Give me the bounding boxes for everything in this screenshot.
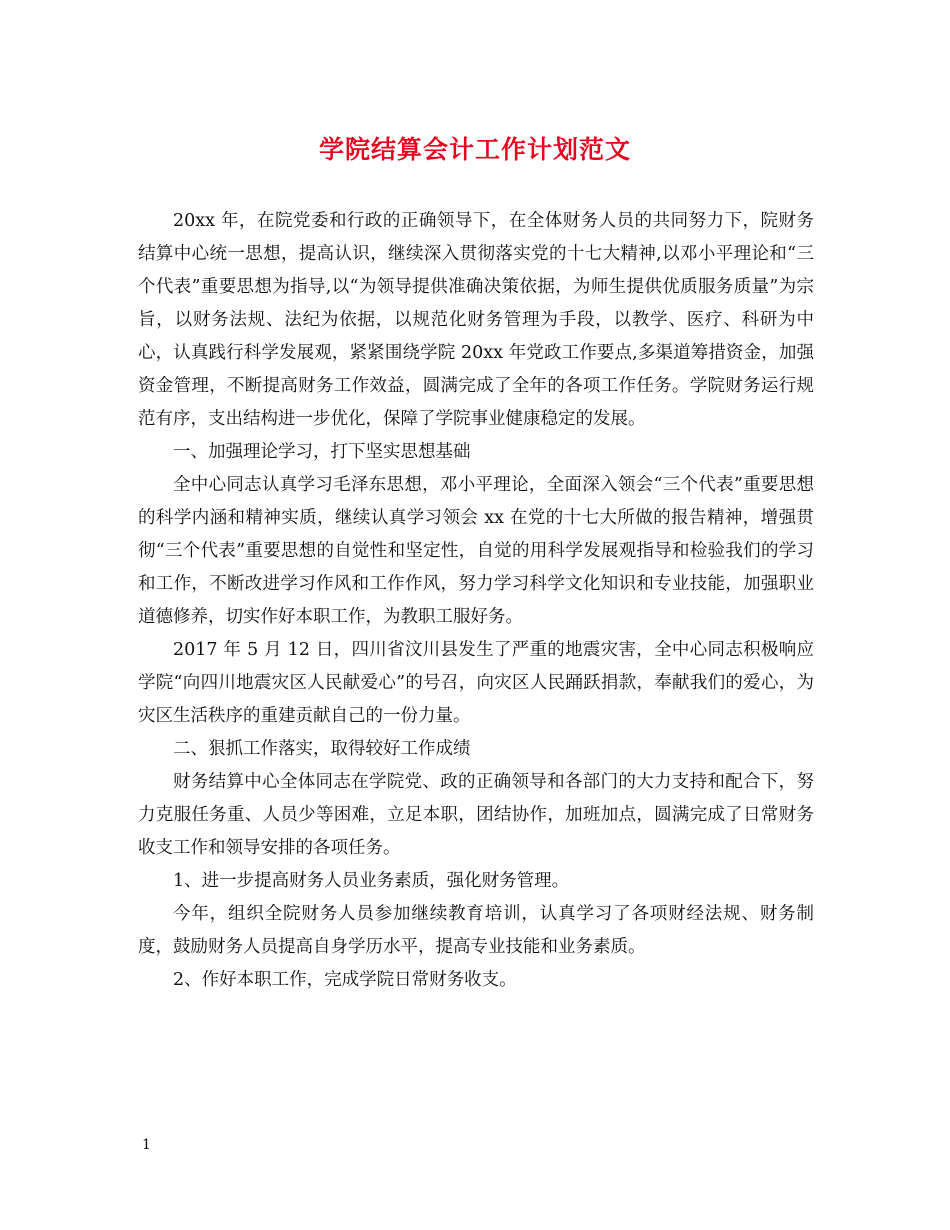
paragraph-intro: 20xx 年，在院党委和行政的正确领导下，在全体财务人员的共同努力下，院财务结算中心统一思想，提高认识，继续深入贯彻落实党的十七大精神,以邓小平理论和“三个代表”重要思想为指导,以“为领导提供准确决策依据，为师生提供优质服务质量”为宗旨，以财务法规、法纪为依据，以规范化财务管理为手段，以教学、医疗、科研为中心，认真践行科学发展观，紧紧围绕学院 20xx 年党政工作要点,多渠道筹措资金，加强资金管理，不断提高财务工作效益，圆满完成了全年的各项工作任务。学院财务运行规范有序，支出结构进一步优化，保障了学院事业健康稳定的发展。: [138, 211, 814, 429]
subheading-1: 1、进一步提高财务人员业务素质，强化财务管理。: [173, 871, 570, 891]
section-heading-1: 一、加强理论学习，打下坚实思想基础: [173, 442, 471, 462]
paragraph-work-results: 财务结算中心全体同志在学院党、政的正确领导和各部门的大力支持和配合下，努力克服任务重、人员少等困难，立足本职，团结协作，加班加点，圆满完成了日常财务收支工作和领导安排的各项任务。: [138, 772, 814, 858]
paragraph-theory-study: 全中心同志认真学习毛泽东思想，邓小平理论，全面深入领会“三个代表”重要思想的科学内涵和精神实质，继续认真学习领会 xx 在党的十七大所做的报告精神，增强贯彻“三个代表”重要思想的自觉性和坚定性，自觉的用科学发展观指导和检验我们的学习和工作，不断改进学习作风和工作作风，努力学习科学文化知识和专业技能，加强职业道德修养，切实作好本职工作，为教职工服好务。: [138, 475, 814, 627]
document-body: [138, 205, 814, 997]
subheading-2: 2、作好本职工作，完成学院日常财务收支。: [173, 970, 517, 990]
paragraph-earthquake-donation: 2017 年 5 月 12 日，四川省汶川县发生了严重的地震灾害，全中心同志积极响应学院“向四川地震灾区人民献爱心”的号召，向灾区人民踊跃捐款，奉献我们的爱心，为灾区生活秩序的重建贡献自己的一份力量。: [138, 640, 814, 726]
section-heading-2: 二、狠抓工作落实，取得较好工作成绩: [173, 739, 471, 759]
page-number: 1: [142, 1137, 151, 1153]
paragraph-training: 今年，组织全院财务人员参加继续教育培训，认真学习了各项财经法规、财务制度，鼓励财务人员提高自身学历水平，提高专业技能和业务素质。: [138, 904, 814, 957]
document-title: 学院结算会计工作计划范文: [318, 135, 631, 164]
